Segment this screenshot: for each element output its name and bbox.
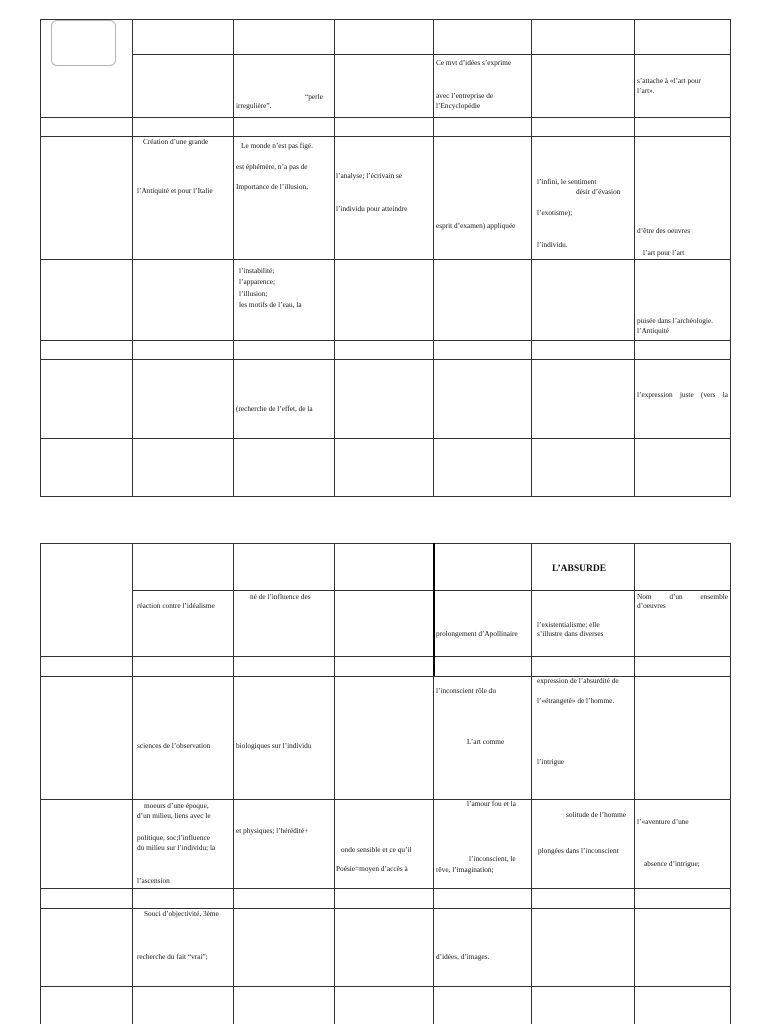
- cell-text: l’intrigue: [537, 757, 565, 766]
- cell-text: Importance de l’illusion,: [236, 182, 308, 191]
- cell-text: avec l’entreprise de: [436, 91, 494, 100]
- cell-text: “perle: [305, 92, 323, 101]
- cell-text: L’art comme: [467, 737, 505, 746]
- cell-text: onde sensible et ce qu’il: [341, 845, 412, 854]
- cell-text: l’«aventure d’une: [637, 817, 689, 826]
- cell-text: l’Antiquité: [637, 326, 670, 335]
- cell-text: Souci d’objectivité, 3ème: [144, 909, 219, 918]
- cell-text: l’infini, le sentiment: [537, 177, 597, 186]
- cell-text: l’Encyclopédie: [436, 101, 481, 110]
- cell-text: l’existentialisme; elle: [537, 620, 600, 629]
- cell-text: puisée dans l’archéologie.: [637, 316, 713, 325]
- cell-text: Nom d’un ensemble: [637, 592, 728, 601]
- cell-text: désir d’évasion: [576, 187, 621, 196]
- cell-text: est éphémère, n’a pas de: [236, 162, 308, 171]
- cell-text: l’exotisme);: [537, 208, 573, 217]
- cell-text: s’attache à «l’art pour: [637, 76, 701, 85]
- cell-text: absence d’intrigue;: [644, 859, 700, 868]
- cell-text: l’inconscient rôle du: [436, 686, 496, 695]
- cell-text: l’Antiquité et pour l’Italie: [137, 186, 213, 195]
- cell-text: Le monde n’est pas figé.: [241, 141, 313, 150]
- cell-text: s’illustre dans diverses: [537, 629, 604, 638]
- cell-text: expression de l’absurdité de: [537, 676, 619, 685]
- cell-text: l’ascension: [137, 876, 170, 885]
- cell-text: politique, soc;l’influence: [137, 833, 210, 842]
- cell-text: du milieu sur l’individu; la: [137, 843, 216, 852]
- cell-text: prolongement d’Apollinaire: [436, 629, 518, 638]
- cell-text: biologiques sur l’individu: [236, 741, 312, 750]
- cell-text: d’être des oeuvres: [637, 226, 691, 235]
- cell-text: plongées dans l’inconscient: [538, 846, 619, 855]
- cell-text: (recherche de l’effet, de la: [236, 404, 313, 413]
- cell-text: irregulière”.: [236, 101, 272, 110]
- cell-text: l’individu.: [537, 240, 568, 249]
- cell-text: Ce mvt d’idées s’exprime: [436, 58, 512, 67]
- cell-text: l’«étrangeté» de l’homme.: [537, 696, 615, 705]
- cell-text: d’idées, d’images.: [436, 952, 490, 961]
- cell-text: l’analyse; l’écrivain se: [336, 171, 403, 180]
- cell-text: réaction contre l’idéalisme: [137, 601, 215, 610]
- cell-text: esprit d’examen) appliquée: [436, 221, 516, 230]
- cell-text: l’expression juste (vers la: [637, 390, 728, 399]
- logo-placeholder: [51, 20, 116, 66]
- cell-text: rêve, l’imagination;: [436, 865, 494, 874]
- cell-text: l’illusion;: [239, 289, 268, 298]
- cell-text: Poésie=moyen d’accès à: [336, 864, 408, 873]
- cell-text: l’amour fou et la: [467, 799, 516, 808]
- cell-text: d’oeuvres: [637, 601, 666, 610]
- section-heading: L’ABSURDE: [552, 564, 607, 574]
- cell-text: l’art pour l’art: [643, 248, 685, 257]
- cell-text: l’inconscient, le: [469, 854, 516, 863]
- cell-text: Création d’une grande: [143, 137, 209, 146]
- cell-text: d’un milieu, liens avec le: [137, 811, 211, 820]
- cell-text: né de l’influence des: [250, 592, 311, 601]
- cell-text: l’instabilité;: [239, 266, 275, 275]
- cell-text: solitude de l’homme: [566, 810, 626, 819]
- cell-text: recherche du fait “vrai”;: [137, 952, 208, 961]
- cell-text: sciences de l’observation: [137, 741, 211, 750]
- cell-text: et physiques; l’hérédité+: [236, 826, 309, 835]
- cell-text: moeurs d’une époque,: [144, 801, 209, 810]
- cell-text: les motifs de l’eau, la: [239, 300, 302, 309]
- cell-text: l’art».: [637, 86, 655, 95]
- cell-text: l’individu pour atteindre: [336, 204, 408, 213]
- cell-text: l’apparence;: [239, 277, 276, 286]
